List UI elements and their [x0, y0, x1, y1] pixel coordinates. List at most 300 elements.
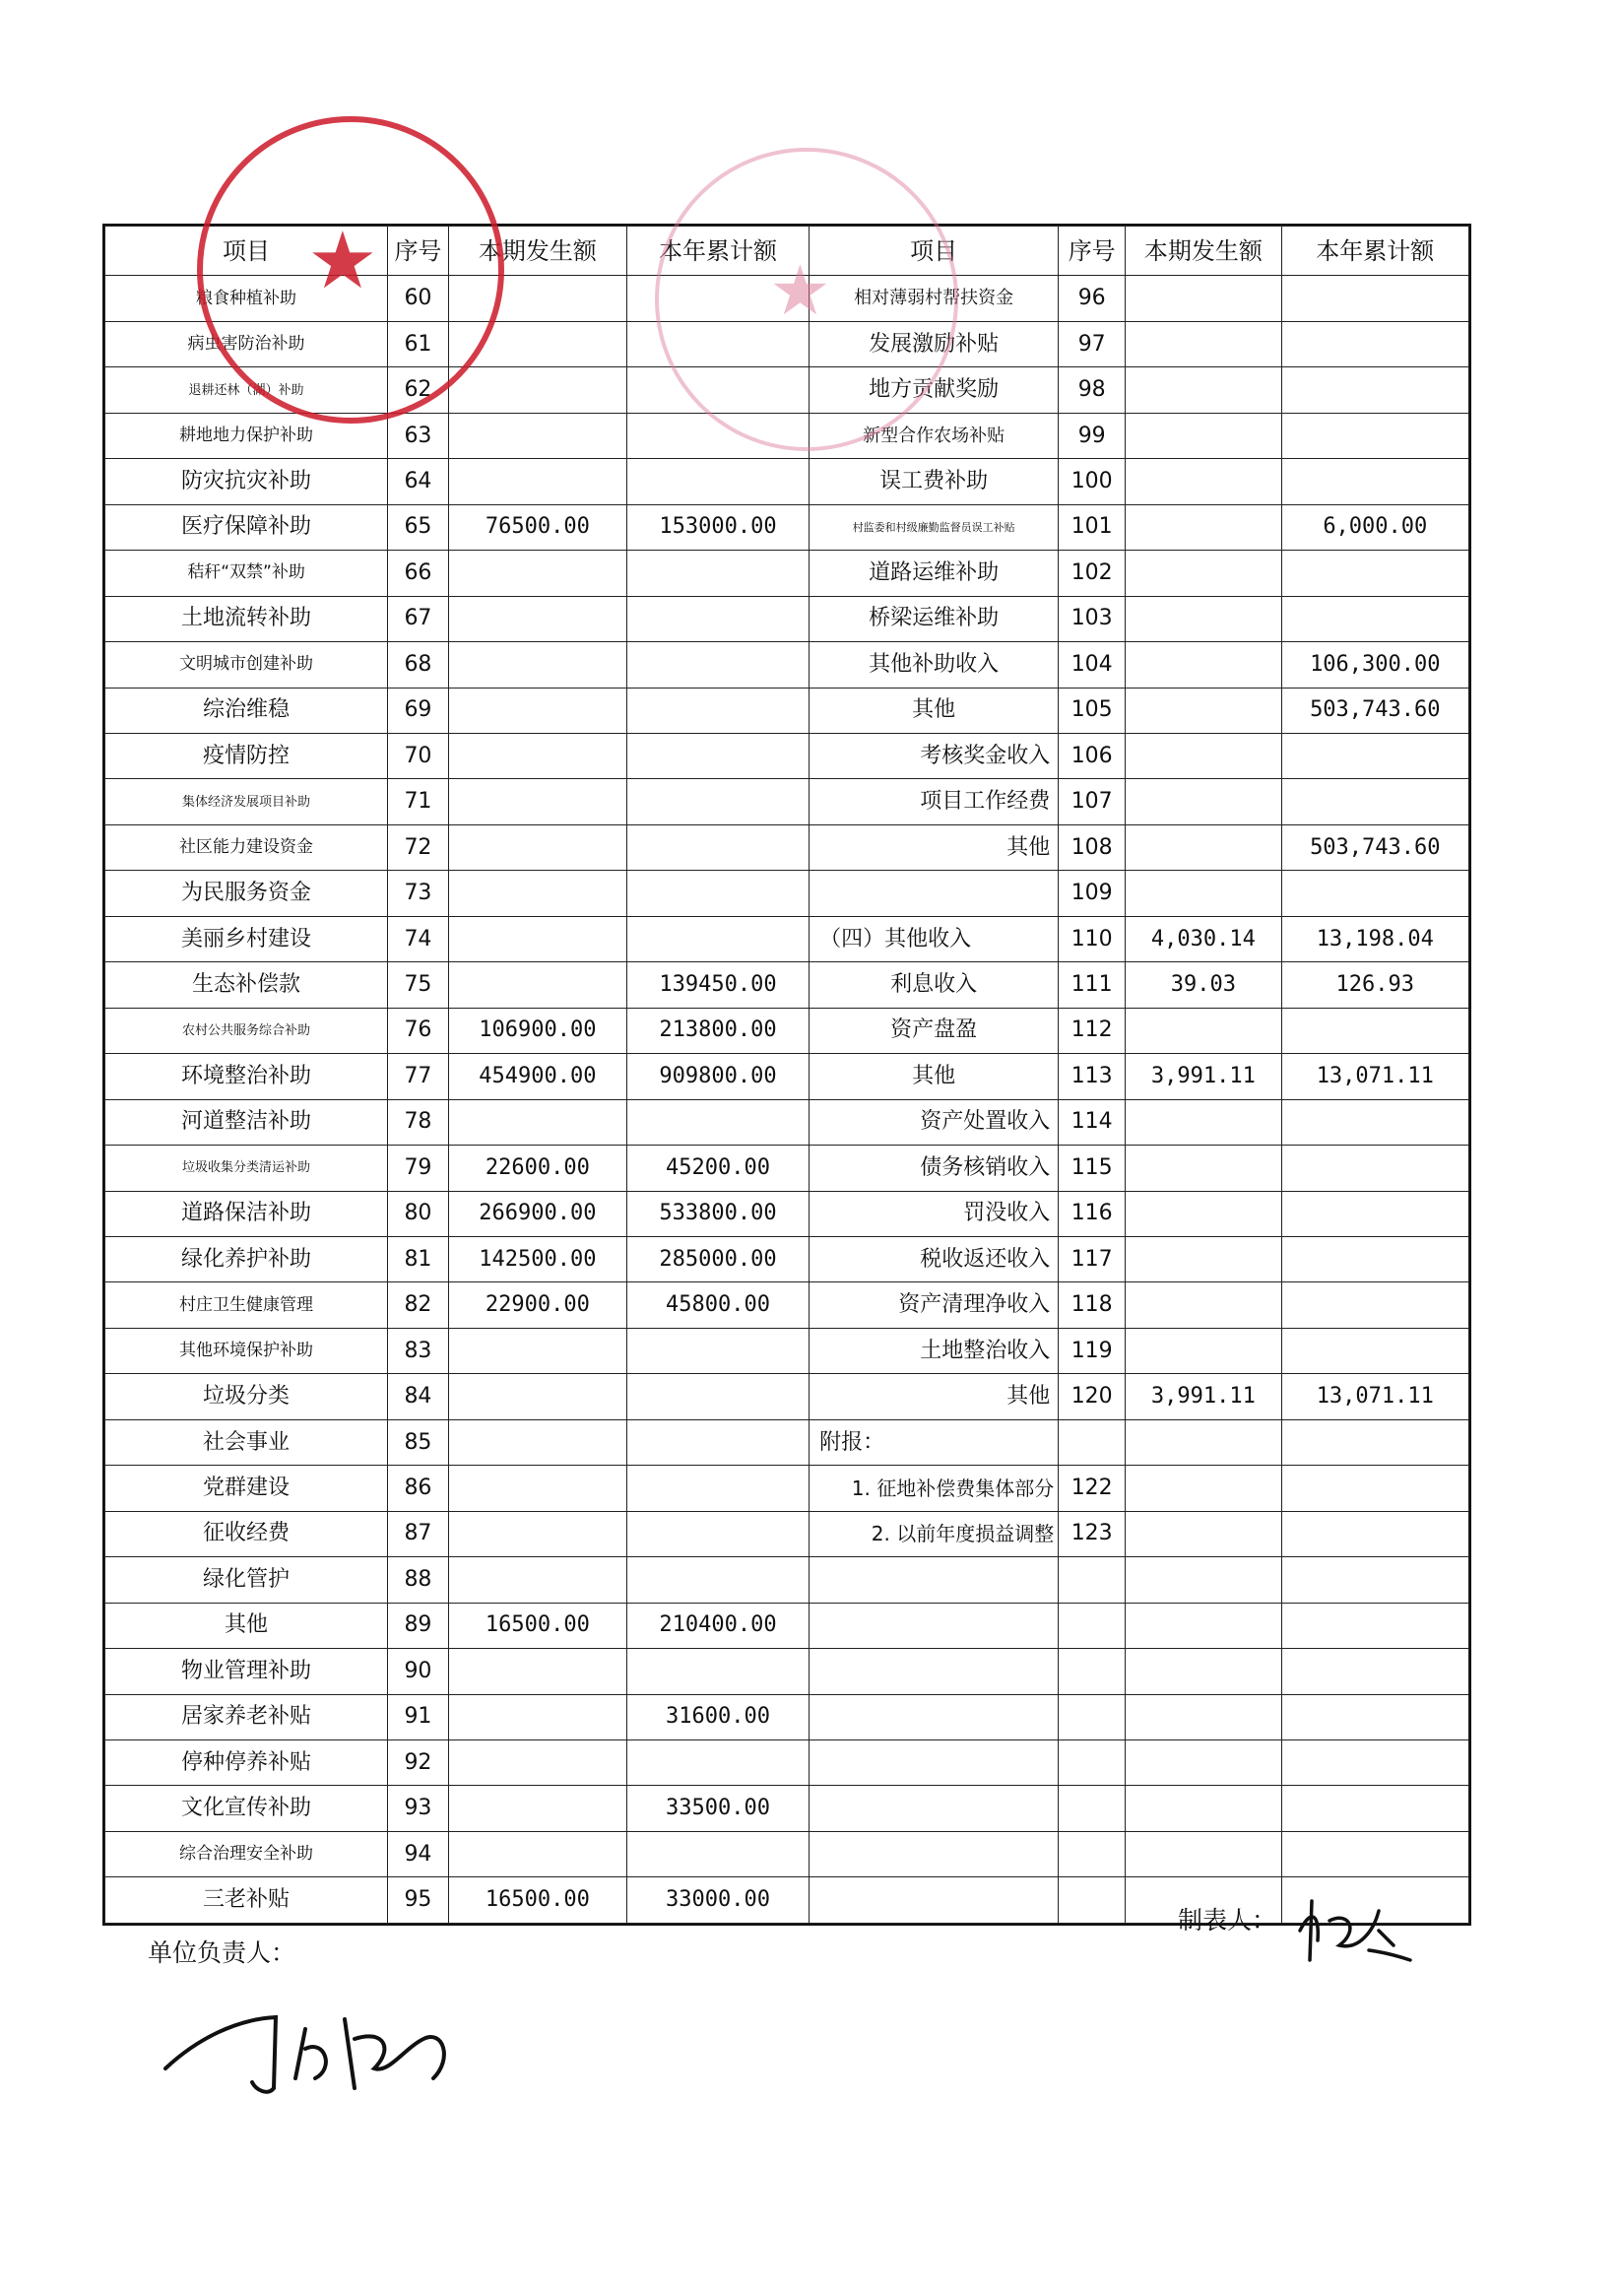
- row-item-label: 疫情防控: [105, 734, 388, 779]
- row-ytd-amount: [1281, 871, 1468, 916]
- row-period-amount: [448, 1099, 626, 1145]
- row-period-amount: [1126, 1237, 1281, 1282]
- row-period-amount: 76500.00: [448, 504, 626, 550]
- row-item-label: 秸秆“双禁”补助: [105, 551, 388, 596]
- row-number: 78: [388, 1099, 449, 1145]
- row-number: 95: [388, 1877, 449, 1924]
- row-item-label: 道路保洁补助: [105, 1191, 388, 1236]
- row-ytd-amount: [626, 779, 809, 824]
- row-item-label: [810, 1649, 1059, 1694]
- row-ytd-amount: 33000.00: [626, 1877, 809, 1924]
- row-number: 116: [1059, 1191, 1126, 1236]
- row-item-label: 环境整治补助: [105, 1054, 388, 1099]
- row-item-label: 发展激励补贴: [810, 321, 1059, 366]
- row-period-amount: 22900.00: [448, 1282, 626, 1328]
- row-period-amount: [1126, 367, 1281, 413]
- row-period-amount: 106900.00: [448, 1008, 626, 1053]
- row-period-amount: [1126, 321, 1281, 366]
- row-period-amount: 16500.00: [448, 1603, 626, 1648]
- row-number: [1059, 1603, 1126, 1648]
- row-item-label: 物业管理补助: [105, 1649, 388, 1694]
- row-item-label: 税收返还收入: [810, 1237, 1059, 1282]
- row-period-amount: [448, 1649, 626, 1694]
- row-number: 107: [1059, 779, 1126, 824]
- row-ytd-amount: [1281, 1694, 1468, 1739]
- row-item-label: [810, 1739, 1059, 1785]
- row-ytd-amount: 285000.00: [626, 1237, 809, 1282]
- row-ytd-amount: [626, 1099, 809, 1145]
- row-ytd-amount: [1281, 1603, 1468, 1648]
- row-number: 105: [1059, 688, 1126, 733]
- row-item-label: [810, 1831, 1059, 1876]
- row-number: 89: [388, 1603, 449, 1648]
- row-ytd-amount: 503,743.60: [1281, 688, 1468, 733]
- preparer-label: 制表人：: [1178, 1906, 1277, 1935]
- row-number: [1059, 1831, 1126, 1876]
- row-item-label: 综治维稳: [105, 688, 388, 733]
- row-item-label: 地方贡献奖励: [810, 367, 1059, 413]
- row-ytd-amount: [626, 1831, 809, 1876]
- row-period-amount: [448, 1694, 626, 1739]
- row-ytd-amount: [1281, 413, 1468, 458]
- row-period-amount: [1126, 1603, 1281, 1648]
- row-period-amount: [1126, 1831, 1281, 1876]
- table-row: [105, 871, 1469, 916]
- row-number: 76: [388, 1008, 449, 1053]
- row-number: 122: [1059, 1466, 1126, 1511]
- row-ytd-amount: [1281, 1008, 1468, 1053]
- row-period-amount: [448, 459, 626, 504]
- row-ytd-amount: [626, 1328, 809, 1373]
- row-period-amount: [448, 1786, 626, 1831]
- row-number: 108: [1059, 824, 1126, 870]
- row-item-label: 桥梁运维补助: [810, 596, 1059, 641]
- row-ytd-amount: [1281, 459, 1468, 504]
- table-row: [105, 1054, 1469, 1099]
- row-number: 99: [1059, 413, 1126, 458]
- row-item-label: 征收经费: [105, 1511, 388, 1556]
- row-period-amount: [448, 321, 626, 366]
- row-number: [1059, 1877, 1126, 1924]
- row-period-amount: 3,991.11: [1126, 1054, 1281, 1099]
- row-item-label: 防灾抗灾补助: [105, 459, 388, 504]
- row-item-label: 绿化养护补助: [105, 1237, 388, 1282]
- row-item-label: 为民服务资金: [105, 871, 388, 916]
- row-ytd-amount: [1281, 1282, 1468, 1328]
- row-item-label: 美丽乡村建设: [105, 916, 388, 961]
- table-row: [105, 1739, 1469, 1785]
- table-row: [105, 1099, 1469, 1145]
- row-period-amount: 22600.00: [448, 1146, 626, 1191]
- row-period-amount: [1126, 871, 1281, 916]
- row-ytd-amount: [626, 367, 809, 413]
- table-row: [105, 962, 1469, 1008]
- row-period-amount: [448, 779, 626, 824]
- table-row: [105, 1191, 1469, 1236]
- star-icon: ★: [769, 250, 831, 331]
- row-period-amount: [448, 367, 626, 413]
- row-number: 111: [1059, 962, 1126, 1008]
- table-row: [105, 551, 1469, 596]
- row-number: 101: [1059, 504, 1126, 550]
- row-ytd-amount: [1281, 1557, 1468, 1603]
- row-item-label: 病虫害防治补助: [105, 321, 388, 366]
- row-ytd-amount: [626, 688, 809, 733]
- row-ytd-amount: 45800.00: [626, 1282, 809, 1328]
- row-period-amount: [1126, 1466, 1281, 1511]
- row-item-label: 文化宣传补助: [105, 1786, 388, 1831]
- ledger-table: [104, 226, 1469, 1924]
- row-number: 69: [388, 688, 449, 733]
- row-number: 64: [388, 459, 449, 504]
- row-period-amount: [1126, 504, 1281, 550]
- row-period-amount: [448, 1328, 626, 1373]
- table-row: [105, 824, 1469, 870]
- row-item-label: 垃圾分类: [105, 1374, 388, 1419]
- row-number: 82: [388, 1282, 449, 1328]
- ledger-table-frame: [102, 224, 1471, 1926]
- table-row: [105, 1603, 1469, 1648]
- row-number: 88: [388, 1557, 449, 1603]
- preparer-signature: [1290, 1891, 1418, 1970]
- row-number: 120: [1059, 1374, 1126, 1419]
- row-period-amount: 142500.00: [448, 1237, 626, 1282]
- row-number: 65: [388, 504, 449, 550]
- row-ytd-amount: [626, 824, 809, 870]
- row-item-label: 其他环境保护补助: [105, 1328, 388, 1373]
- row-number: 118: [1059, 1282, 1126, 1328]
- header-left-no: 序号: [388, 227, 449, 276]
- row-number: [1059, 1649, 1126, 1694]
- row-number: 68: [388, 642, 449, 688]
- row-number: 63: [388, 413, 449, 458]
- row-period-amount: [448, 1419, 626, 1465]
- row-ytd-amount: [1281, 551, 1468, 596]
- row-number: 115: [1059, 1146, 1126, 1191]
- row-number: [1059, 1419, 1126, 1465]
- row-number: 98: [1059, 367, 1126, 413]
- row-number: 117: [1059, 1237, 1126, 1282]
- row-number: 94: [388, 1831, 449, 1876]
- row-ytd-amount: [626, 321, 809, 366]
- row-ytd-amount: [1281, 1419, 1468, 1465]
- row-period-amount: [1126, 1008, 1281, 1053]
- row-period-amount: [448, 1511, 626, 1556]
- row-ytd-amount: [1281, 1466, 1468, 1511]
- row-number: 110: [1059, 916, 1126, 961]
- row-number: 86: [388, 1466, 449, 1511]
- row-period-amount: [1126, 642, 1281, 688]
- table-row: [105, 916, 1469, 961]
- table-row: [105, 734, 1469, 779]
- row-period-amount: [448, 1739, 626, 1785]
- row-ytd-amount: 909800.00: [626, 1054, 809, 1099]
- row-item-label: 村庄卫生健康管理: [105, 1282, 388, 1328]
- row-item-label: 相对薄弱村帮扶资金: [810, 276, 1059, 321]
- row-number: 77: [388, 1054, 449, 1099]
- table-row: [105, 1008, 1469, 1053]
- row-number: 80: [388, 1191, 449, 1236]
- row-item-label: 其他: [810, 824, 1059, 870]
- row-number: 123: [1059, 1511, 1126, 1556]
- row-period-amount: [1126, 688, 1281, 733]
- row-item-label: 文明城市创建补助: [105, 642, 388, 688]
- row-period-amount: [1126, 413, 1281, 458]
- row-period-amount: 454900.00: [448, 1054, 626, 1099]
- row-item-label: 资产处置收入: [810, 1099, 1059, 1145]
- row-period-amount: [448, 916, 626, 961]
- row-period-amount: [1126, 1282, 1281, 1328]
- row-ytd-amount: [1281, 321, 1468, 366]
- row-number: 61: [388, 321, 449, 366]
- row-ytd-amount: 45200.00: [626, 1146, 809, 1191]
- row-number: 102: [1059, 551, 1126, 596]
- table-row: [105, 1146, 1469, 1191]
- row-ytd-amount: [1281, 1649, 1468, 1694]
- row-period-amount: [448, 413, 626, 458]
- row-period-amount: [1126, 551, 1281, 596]
- row-number: 70: [388, 734, 449, 779]
- table-row: [105, 1282, 1469, 1328]
- table-row: [105, 1466, 1469, 1511]
- row-ytd-amount: [626, 459, 809, 504]
- row-period-amount: [448, 1466, 626, 1511]
- row-item-label: 社区能力建设资金: [105, 824, 388, 870]
- row-number: 66: [388, 551, 449, 596]
- row-number: 84: [388, 1374, 449, 1419]
- row-item-label: 1. 征地补偿费集体部分: [810, 1466, 1059, 1511]
- header-left-amount: 本期发生额: [448, 227, 626, 276]
- row-item-label: 资产清理净收入: [810, 1282, 1059, 1328]
- row-ytd-amount: [1281, 779, 1468, 824]
- header-right-item: 项目: [810, 227, 1059, 276]
- row-ytd-amount: [626, 1419, 809, 1465]
- row-ytd-amount: [1281, 1831, 1468, 1876]
- row-number: 71: [388, 779, 449, 824]
- row-period-amount: [448, 1374, 626, 1419]
- row-number: 87: [388, 1511, 449, 1556]
- row-ytd-amount: [1281, 596, 1468, 641]
- row-number: 60: [388, 276, 449, 321]
- row-number: 91: [388, 1694, 449, 1739]
- row-ytd-amount: 139450.00: [626, 962, 809, 1008]
- row-number: [1059, 1557, 1126, 1603]
- row-ytd-amount: [626, 1466, 809, 1511]
- row-item-label: 其他: [105, 1603, 388, 1648]
- row-item-label: 三老补贴: [105, 1877, 388, 1924]
- row-item-label: 耕地地力保护补助: [105, 413, 388, 458]
- row-period-amount: [1126, 276, 1281, 321]
- row-number: 93: [388, 1786, 449, 1831]
- table-row: [105, 1511, 1469, 1556]
- row-item-label: 资产盘盈: [810, 1008, 1059, 1053]
- table-row: [105, 276, 1469, 321]
- row-number: 85: [388, 1419, 449, 1465]
- row-ytd-amount: [626, 1649, 809, 1694]
- row-period-amount: [448, 551, 626, 596]
- table-row: [105, 779, 1469, 824]
- row-ytd-amount: [626, 1739, 809, 1785]
- row-ytd-amount: [626, 276, 809, 321]
- row-item-label: [810, 1694, 1059, 1739]
- row-number: 106: [1059, 734, 1126, 779]
- row-period-amount: [448, 734, 626, 779]
- row-period-amount: [1126, 1511, 1281, 1556]
- row-ytd-amount: 33500.00: [626, 1786, 809, 1831]
- row-period-amount: [1126, 1419, 1281, 1465]
- row-number: 103: [1059, 596, 1126, 641]
- row-number: 109: [1059, 871, 1126, 916]
- row-ytd-amount: [1281, 1237, 1468, 1282]
- row-ytd-amount: 153000.00: [626, 504, 809, 550]
- row-item-label: 绿化管护: [105, 1557, 388, 1603]
- row-number: 75: [388, 962, 449, 1008]
- row-item-label: 生态补偿款: [105, 962, 388, 1008]
- row-number: [1059, 1694, 1126, 1739]
- row-ytd-amount: [626, 871, 809, 916]
- row-ytd-amount: 533800.00: [626, 1191, 809, 1236]
- row-item-label: 居家养老补贴: [105, 1694, 388, 1739]
- row-number: 92: [388, 1739, 449, 1785]
- row-period-amount: [1126, 1099, 1281, 1145]
- row-item-label: 附报：: [810, 1419, 1059, 1465]
- table-row: [105, 1649, 1469, 1694]
- header-right-ytd: 本年累计额: [1281, 227, 1468, 276]
- row-number: 113: [1059, 1054, 1126, 1099]
- row-ytd-amount: [1281, 367, 1468, 413]
- row-number: 79: [388, 1146, 449, 1191]
- row-ytd-amount: [626, 1511, 809, 1556]
- row-period-amount: [448, 276, 626, 321]
- row-ytd-amount: [626, 1374, 809, 1419]
- star-icon: ★: [307, 215, 378, 306]
- row-item-label: 其他补助收入: [810, 642, 1059, 688]
- table-row: [105, 1786, 1469, 1831]
- row-ytd-amount: 13,071.11: [1281, 1374, 1468, 1419]
- row-ytd-amount: [626, 916, 809, 961]
- row-number: 73: [388, 871, 449, 916]
- row-ytd-amount: [626, 413, 809, 458]
- row-ytd-amount: [626, 642, 809, 688]
- table-row: [105, 1328, 1469, 1373]
- table-row: [105, 642, 1469, 688]
- row-item-label: 河道整洁补助: [105, 1099, 388, 1145]
- row-item-label: 罚没收入: [810, 1191, 1059, 1236]
- table-row: [105, 504, 1469, 550]
- row-period-amount: [448, 962, 626, 1008]
- row-ytd-amount: [626, 551, 809, 596]
- row-ytd-amount: 126.93: [1281, 962, 1468, 1008]
- row-item-label: （四）其他收入: [810, 916, 1059, 961]
- row-item-label: 医疗保障补助: [105, 504, 388, 550]
- row-ytd-amount: [1281, 1511, 1468, 1556]
- row-item-label: 粮食种植补助: [105, 276, 388, 321]
- row-period-amount: 16500.00: [448, 1877, 626, 1924]
- row-period-amount: [1126, 1739, 1281, 1785]
- row-period-amount: [1126, 824, 1281, 870]
- row-item-label: 考核奖金收入: [810, 734, 1059, 779]
- row-item-label: 综合治理安全补助: [105, 1831, 388, 1876]
- row-ytd-amount: [626, 596, 809, 641]
- row-item-label: [810, 1877, 1059, 1924]
- row-item-label: [810, 871, 1059, 916]
- row-ytd-amount: [1281, 1786, 1468, 1831]
- table-row: [105, 596, 1469, 641]
- table-row: [105, 1237, 1469, 1282]
- row-number: 72: [388, 824, 449, 870]
- row-ytd-amount: 13,071.11: [1281, 1054, 1468, 1099]
- row-item-label: 退耕还林（湖）补助: [105, 367, 388, 413]
- row-ytd-amount: [1281, 1328, 1468, 1373]
- row-number: [1059, 1739, 1126, 1785]
- row-number: [1059, 1786, 1126, 1831]
- row-ytd-amount: 106,300.00: [1281, 642, 1468, 688]
- row-number: 74: [388, 916, 449, 961]
- row-ytd-amount: 210400.00: [626, 1603, 809, 1648]
- row-ytd-amount: [1281, 1099, 1468, 1145]
- table-row: [105, 459, 1469, 504]
- row-period-amount: [1126, 1328, 1281, 1373]
- row-number: 81: [388, 1237, 449, 1282]
- row-ytd-amount: [1281, 1146, 1468, 1191]
- unit-head-label: 单位负责人：: [148, 1938, 296, 1967]
- row-ytd-amount: [1281, 734, 1468, 779]
- row-period-amount: [1126, 596, 1281, 641]
- row-period-amount: [448, 871, 626, 916]
- table-row: [105, 688, 1469, 733]
- row-period-amount: [1126, 734, 1281, 779]
- row-item-label: [810, 1786, 1059, 1831]
- row-ytd-amount: 13,198.04: [1281, 916, 1468, 961]
- row-ytd-amount: 213800.00: [626, 1008, 809, 1053]
- table-row: [105, 367, 1469, 413]
- table-row: [105, 1557, 1469, 1603]
- row-item-label: 其他: [810, 1054, 1059, 1099]
- row-item-label: 债务核销收入: [810, 1146, 1059, 1191]
- header-left-item: 项目: [105, 227, 388, 276]
- row-period-amount: [1126, 1191, 1281, 1236]
- header-right-no: 序号: [1059, 227, 1126, 276]
- row-item-label: 垃圾收集分类清运补助: [105, 1146, 388, 1191]
- row-ytd-amount: [1281, 276, 1468, 321]
- unit-head-signature: [158, 1980, 473, 2108]
- row-period-amount: [448, 688, 626, 733]
- row-item-label: 集体经济发展项目补助: [105, 779, 388, 824]
- row-number: 67: [388, 596, 449, 641]
- row-item-label: [810, 1557, 1059, 1603]
- row-period-amount: 39.03: [1126, 962, 1281, 1008]
- row-ytd-amount: [626, 734, 809, 779]
- row-ytd-amount: [1281, 1191, 1468, 1236]
- table-row: [105, 1694, 1469, 1739]
- header-left-ytd: 本年累计额: [626, 227, 809, 276]
- header-right-amount: 本期发生额: [1126, 227, 1281, 276]
- row-number: 100: [1059, 459, 1126, 504]
- row-item-label: 道路运维补助: [810, 551, 1059, 596]
- row-period-amount: [1126, 1694, 1281, 1739]
- row-number: 119: [1059, 1328, 1126, 1373]
- row-item-label: 新型合作农场补贴: [810, 413, 1059, 458]
- table-header-row: [105, 227, 1469, 276]
- row-item-label: 村监委和村级廉勤监督员误工补贴: [810, 504, 1059, 550]
- row-period-amount: [1126, 1786, 1281, 1831]
- row-period-amount: [1126, 1649, 1281, 1694]
- row-item-label: 停种停养补贴: [105, 1739, 388, 1785]
- row-period-amount: [1126, 1146, 1281, 1191]
- row-period-amount: [1126, 779, 1281, 824]
- row-period-amount: [1126, 1557, 1281, 1603]
- row-ytd-amount: 31600.00: [626, 1694, 809, 1739]
